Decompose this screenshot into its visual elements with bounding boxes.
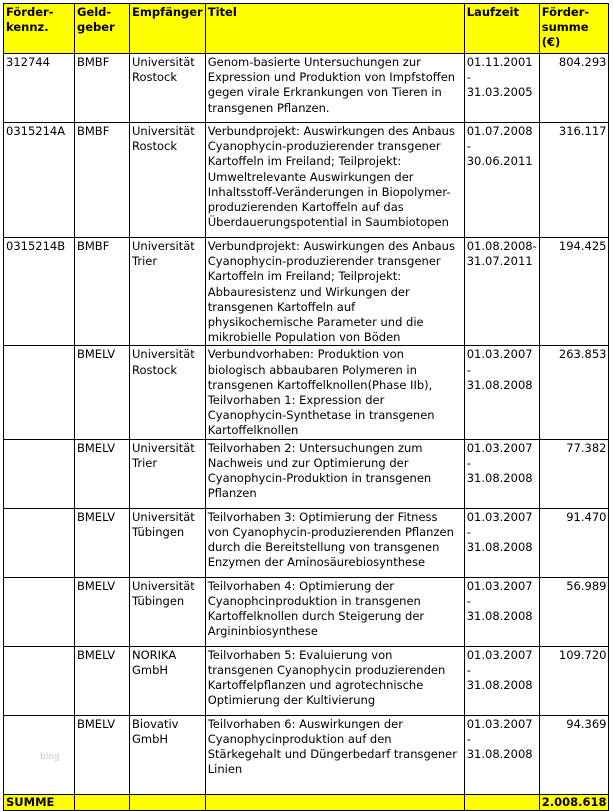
cell-geldgeber: BMBF (75, 238, 130, 346)
cell-geldgeber: BMBF (75, 54, 130, 123)
cell-geldgeber: BMELV (75, 346, 130, 439)
sum-empty-cell (75, 794, 130, 810)
header-titel: Titel (205, 4, 464, 54)
cell-geldgeber: BMELV (75, 508, 130, 577)
cell-foerderkennzeichen (4, 715, 75, 794)
cell-titel: Teilvorhaben 5: Evaluierung von transgenen Cyanophycin produzierenden Kartoffelpflanzen und agrotechnische Optimierung der Kultivierung (205, 646, 464, 715)
table-row (4, 715, 609, 794)
cell-empfaenger: Universität Rostock (130, 123, 206, 238)
header-summe: Förder- summe (€) (539, 4, 609, 54)
cell-foerderkennzeichen: 312744 (4, 54, 75, 123)
cell-foerdersumme: 316.117 (539, 123, 609, 238)
cell-laufzeit: 01.03.2007 - 31.08.2008 (464, 577, 539, 646)
cell-geldgeber: BMELV (75, 715, 130, 794)
sum-total: 2.008.618 (539, 794, 609, 810)
cell-laufzeit: 01.08.2008- 31.07.2011 (464, 238, 539, 346)
header-row (4, 4, 609, 54)
table-row (4, 577, 609, 646)
cell-geldgeber: BMBF (75, 123, 130, 238)
cell-geldgeber: BMELV (75, 439, 130, 508)
cell-laufzeit: 01.11.2001 - 31.03.2005 (464, 54, 539, 123)
table-row (4, 439, 609, 508)
cell-titel: Verbundprojekt: Auswirkungen des Anbaus Cyanophycin-produzierender transgener Kartoffeln im Freiland; Teilprojekt: Abbauresistenz und Wirkungen der transgenen Kartoffeln auf physikochemische Parameter und die mikrobielle Population von Böden (205, 238, 464, 346)
watermark-text: blog (40, 752, 60, 762)
cell-foerdersumme: 194.425 (539, 238, 609, 346)
cell-titel: Verbundprojekt: Auswirkungen des Anbaus Cyanophycin-produzierender transgener Kartoffeln im Freiland; Teilprojekt: Umweltrelevante Auswirkungen der Inhaltsstoff-Veränderungen in Biopolymer- produzierenden Kartoffeln auf das Überdauerungspotential in Saumbiotopen (205, 123, 464, 238)
cell-foerderkennzeichen (4, 508, 75, 577)
header-kennz: Förder- kennz. (4, 4, 75, 54)
cell-laufzeit: 01.03.2007 - 31.08.2008 (464, 508, 539, 577)
cell-geldgeber: BMELV (75, 646, 130, 715)
cell-empfaenger: Universität Trier (130, 238, 206, 346)
cell-laufzeit: 01.03.2007 - 31.08.2008 (464, 715, 539, 794)
cell-foerderkennzeichen (4, 577, 75, 646)
cell-laufzeit: 01.03.2007 - 31.08.2008 (464, 439, 539, 508)
header-laufzeit: Laufzeit (464, 4, 539, 54)
funding-table (3, 3, 609, 811)
cell-foerdersumme: 109.720 (539, 646, 609, 715)
cell-titel: Teilvorhaben 4: Optimierung der Cyanophcinproduktion in transgenen Kartoffelknollen durch Steigerung der Argininbiosynthese (205, 577, 464, 646)
cell-foerderkennzeichen (4, 346, 75, 439)
cell-laufzeit: 01.07.2008 - 30.06.2011 (464, 123, 539, 238)
cell-empfaenger: Universität Rostock (130, 346, 206, 439)
cell-foerdersumme: 263.853 (539, 346, 609, 439)
cell-empfaenger: Universität Tübingen (130, 577, 206, 646)
cell-titel: Teilvorhaben 2: Untersuchungen zum Nachweis und zur Optimierung der Cyanophycin-Produktion in transgenen Pflanzen (205, 439, 464, 508)
cell-foerderkennzeichen: 0315214B (4, 238, 75, 346)
cell-titel: Teilvorhaben 6: Auswirkungen der Cyanophycinproduktion auf den Stärkegehalt und Düngerbedarf transgener Linien (205, 715, 464, 794)
table-row (4, 54, 609, 123)
table-row (4, 646, 609, 715)
sum-empty-cell (130, 794, 206, 810)
cell-geldgeber: BMELV (75, 577, 130, 646)
cell-foerdersumme: 56.989 (539, 577, 609, 646)
table-row (4, 346, 609, 439)
cell-laufzeit: 01.03.2007 - 31.08.2008 (464, 646, 539, 715)
sum-empty-cell (205, 794, 464, 810)
sum-label: SUMME (4, 794, 75, 810)
cell-foerdersumme: 91.470 (539, 508, 609, 577)
cell-foerdersumme: 77.382 (539, 439, 609, 508)
cell-titel: Teilvorhaben 3: Optimierung der Fitness von Cyanophycin-produzierenden Pflanzen durch die Bereitstellung von transgenen Enzymen der Aminosäurebiosynthese (205, 508, 464, 577)
cell-foerdersumme: 94.369 (539, 715, 609, 794)
cell-empfaenger: Universität Rostock (130, 54, 206, 123)
sum-empty-cell (464, 794, 539, 810)
cell-empfaenger: Biovativ GmbH (130, 715, 206, 794)
header-geber: Geld- geber (75, 4, 130, 54)
cell-foerderkennzeichen (4, 439, 75, 508)
cell-empfaenger: NORIKA GmbH (130, 646, 206, 715)
sum-row (4, 794, 609, 810)
table-row (4, 508, 609, 577)
cell-titel: Genom-basierte Untersuchungen zur Expression und Produktion von Impfstoffen gegen virale Erkrankungen von Tieren in transgenen Pflanzen. (205, 54, 464, 123)
table-row (4, 123, 609, 238)
cell-foerderkennzeichen: 0315214A (4, 123, 75, 238)
cell-foerdersumme: 804.293 (539, 54, 609, 123)
header-empfaenger: Empfänger (130, 4, 206, 54)
cell-titel: Verbundvorhaben: Produktion von biologisch abbaubaren Polymeren in transgenen Kartoffelknollen(Phase IIb), Teilvorhaben 1: Expression der Cyanophycin-Synthetase in transgenen Kartoffelknollen (205, 346, 464, 439)
cell-laufzeit: 01.03.2007 - 31.08.2008 (464, 346, 539, 439)
cell-empfaenger: Universität Trier (130, 439, 206, 508)
cell-empfaenger: Universität Tübingen (130, 508, 206, 577)
table-row (4, 238, 609, 346)
cell-foerderkennzeichen (4, 646, 75, 715)
